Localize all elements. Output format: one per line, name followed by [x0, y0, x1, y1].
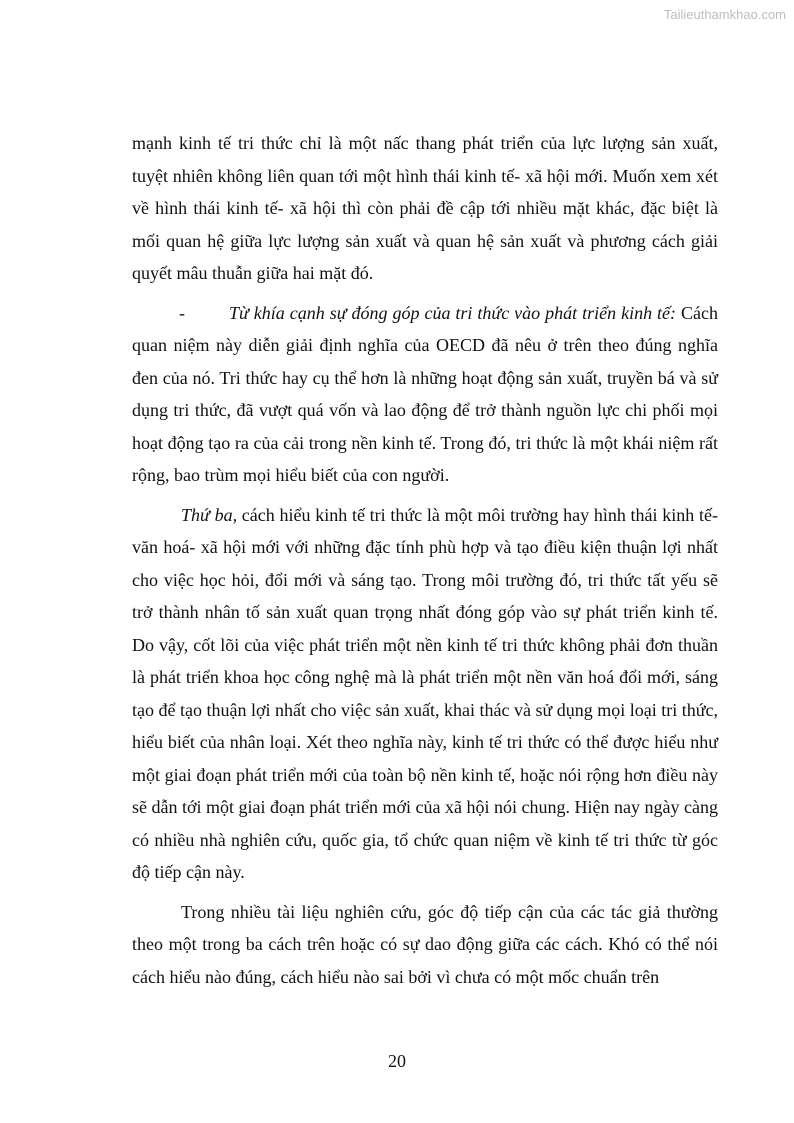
- paragraph-continuation: mạnh kinh tế tri thức chỉ là một nấc thang phát triển của lực lượng sản xuất, tuyệt nhiên không liên quan tới một hình thái kinh tế- xã hội mới. Muốn xem xét về hình thái kinh tế- xã hội thì còn phải đề cập tới nhiều mặt khác, đặc biệt là mối quan hệ giữa lực lượng sản xuất và quan hệ sản xuất và phương cách giải quyết mâu thuẫn giữa hai mặt đó.: [132, 133, 718, 283]
- paragraph-third-text: cách hiểu kinh tế tri thức là một môi trường hay hình thái kinh tế- văn hoá- xã hội mới với những đặc tính phù hợp và tạo điều kiện thuận lợi nhất cho việc học hỏi, đổi mới và sáng tạo. Trong môi trường đó, tri thức tất yếu sẽ trở thành nhân tố sản xuất quan trọng nhất đóng góp vào sự phát triển kinh tế. Do vậy, cốt lõi của việc phát triển một nền kinh tế tri thức không phải đơn thuần là phát triển khoa học công nghệ mà là phát triển một nền văn hoá đổi mới, sáng tạo để tạo thuận lợi nhất cho việc sản xuất, khai thác và sử dụng mọi loại tri thức, hiểu biết của nhân loại. Xét theo nghĩa này, kinh tế tri thức có thể được hiểu như một giai đoạn phát triển mới của toàn bộ nền kinh tế, hoặc nói rộng hơn điều này sẽ dẫn tới một giai đoạn phát triển mới của xã hội nói chung. Hiện nay ngày càng có nhiều nhà nghiên cứu, quốc gia, tổ chức quan niệm về kinh tế tri thức từ góc độ tiếp cận này.: [132, 504, 718, 882]
- page-number: 20: [388, 1051, 406, 1071]
- paragraph-third-approach: [132, 499, 718, 889]
- bullet-text: Cách quan niệm này diễn giải định nghĩa của OECD đã nêu ở trên theo đúng nghĩa đen của nó. Tri thức hay cụ thể hơn là những hoạt động sản xuất, truyền bá và sử dụng tri thức, đã vượt quá vốn và lao động để trở thành nguồn lực chi phối mọi hoạt động tạo ra của cải trong nền kinh tế. Trong đó, tri thức là một khái niệm rất rộng, bao trùm mọi hiểu biết của con người.: [132, 302, 719, 485]
- bullet-heading: Từ khía cạnh sự đóng góp của tri thức vào phát triển kinh tế:: [229, 302, 677, 323]
- paragraph-research-approaches: Trong nhiều tài liệu nghiên cứu, góc độ tiếp cận của các tác giả thường theo một trong ba cách trên hoặc có sự dao động giữa các cách. Khó có thể nói cách hiểu nào đúng, cách hiểu nào sai bởi vì chưa có một mốc chuẩn trên: [132, 901, 718, 987]
- paragraph-lead-italic: Thứ ba,: [181, 504, 238, 525]
- paragraph-bullet-knowledge-contribution: [132, 297, 718, 492]
- watermark-text: Tailieuthamkhao.com: [663, 7, 786, 22]
- bullet-dash: -: [179, 302, 185, 323]
- page-body: [132, 127, 718, 993]
